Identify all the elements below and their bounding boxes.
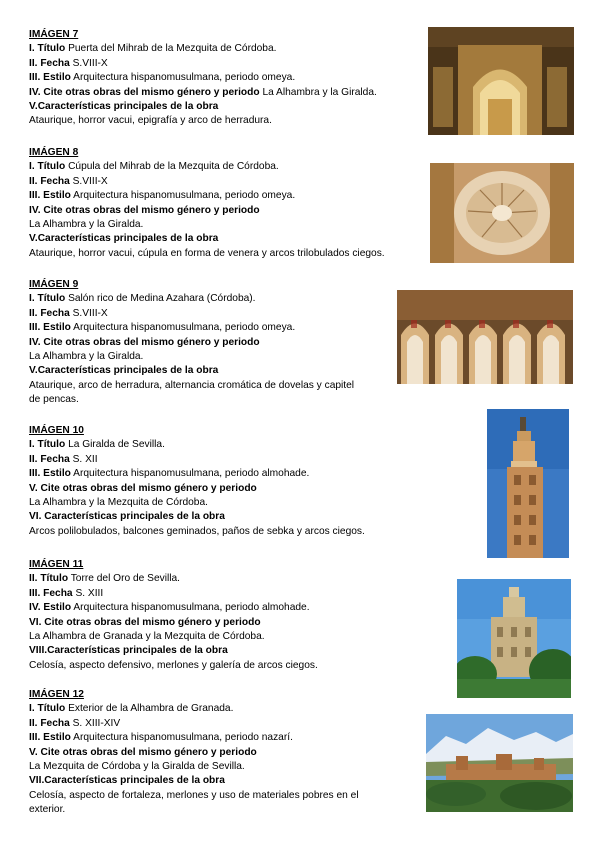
other-works-text: La Alhambra y la Giralda. bbox=[29, 219, 144, 231]
characteristics-label: V.Características principales de la obra bbox=[29, 101, 219, 113]
mihrab-door-photo bbox=[428, 27, 574, 135]
other-works-label: VI. Cite otras obras del mismo género y periodo bbox=[29, 616, 261, 628]
section-imagen-8 bbox=[29, 146, 385, 261]
style-line: III. Estilo Arquitectura hispanomusulmana, periodo almohade. bbox=[29, 468, 310, 480]
salon-rico-photo bbox=[397, 290, 573, 384]
other-works-label: IV. Cite otras obras del mismo género y periodo bbox=[29, 204, 260, 216]
characteristics-text-cont: de pencas. bbox=[29, 394, 79, 406]
other-works-label: IV. Cite otras obras del mismo género y periodo bbox=[29, 336, 260, 348]
date-line: II. Fecha S.VIII-X bbox=[29, 307, 108, 319]
style-line: III. Estilo Arquitectura hispanomusulmana, periodo omeya. bbox=[29, 72, 296, 84]
other-works-label: V. Cite otras obras del mismo género y periodo bbox=[29, 746, 257, 758]
date-line: II. Fecha S. XIII-XIV bbox=[29, 717, 121, 729]
torre-del-oro-photo bbox=[457, 579, 571, 698]
date-line: II. Fecha S. XII bbox=[29, 453, 98, 465]
style-line: IV. Estilo Arquitectura hispanomusulmana, periodo almohade. bbox=[29, 602, 310, 614]
characteristics-text: Celosía, aspecto defensivo, merlones y galería de arcos ciegos. bbox=[29, 659, 318, 671]
characteristics-label: V.Características principales de la obra bbox=[29, 233, 219, 245]
title-line: I. Título La Giralda de Sevilla. bbox=[29, 439, 165, 451]
section-imagen-12 bbox=[29, 688, 359, 818]
title-line: I. Título Cúpula del Mihrab de la Mezquita de Córdoba. bbox=[29, 161, 279, 173]
section-imagen-9 bbox=[29, 278, 354, 408]
section-imagen-7 bbox=[29, 28, 377, 129]
style-line: III. Estilo Arquitectura hispanomusulmana, periodo nazarí. bbox=[29, 732, 293, 744]
date-line: II. Fecha S.VIII-X bbox=[29, 57, 108, 69]
section-imagen-10 bbox=[29, 424, 365, 539]
section-heading: IMÁGEN 11 bbox=[29, 559, 84, 570]
characteristics-text: Ataurique, horror vacui, cúpula en forma de venera y arcos trilobulados ciegos. bbox=[29, 247, 385, 259]
characteristics-text-cont: exterior. bbox=[29, 804, 66, 816]
section-imagen-11 bbox=[29, 558, 318, 673]
date-line: II. Fecha S.VIII-X bbox=[29, 175, 108, 187]
other-works-text: La Alhambra y la Giralda. bbox=[29, 351, 144, 363]
title-line: II. Título Torre del Oro de Sevilla. bbox=[29, 573, 180, 585]
section-heading: IMÁGEN 12 bbox=[29, 689, 84, 700]
characteristics-text: Arcos polilobulados, balcones geminados, paños de sebka y arcos ciegos. bbox=[29, 525, 365, 537]
other-works-text: La Alhambra de Granada y la Mezquita de Córdoba. bbox=[29, 631, 265, 643]
characteristics-label: VI. Características principales de la obra bbox=[29, 511, 225, 523]
characteristics-text: Ataurique, arco de herradura, alternancia cromática de dovelas y capitel bbox=[29, 379, 355, 391]
characteristics-label: VIII.Características principales de la obra bbox=[29, 645, 228, 657]
characteristics-label: V.Características principales de la obra bbox=[29, 365, 219, 377]
other-works-label: V. Cite otras obras del mismo género y periodo bbox=[29, 482, 257, 494]
other-works-line: IV. Cite otras obras del mismo género y periodo La Alhambra y la Giralda. bbox=[29, 86, 377, 98]
title-line: I. Título Exterior de la Alhambra de Granada. bbox=[29, 703, 234, 715]
section-heading: IMÁGEN 9 bbox=[29, 279, 79, 290]
giralda-photo bbox=[487, 409, 569, 558]
characteristics-text: Ataurique, horror vacui, epigrafía y arco de herradura. bbox=[29, 115, 272, 127]
other-works-text: La Alhambra y la Mezquita de Córdoba. bbox=[29, 497, 208, 509]
date-line: III. Fecha S. XIII bbox=[29, 587, 104, 599]
mihrab-dome-photo bbox=[430, 163, 574, 263]
other-works-text: La Mezquita de Córdoba y la Giralda de Sevilla. bbox=[29, 761, 245, 773]
section-heading: IMÁGEN 8 bbox=[29, 147, 79, 158]
style-line: III. Estilo Arquitectura hispanomusulmana, periodo omeya. bbox=[29, 190, 296, 202]
alhambra-photo bbox=[426, 714, 573, 812]
section-heading: IMÁGEN 7 bbox=[29, 29, 79, 40]
title-line: I. Título Salón rico de Medina Azahara (Córdoba). bbox=[29, 293, 256, 305]
section-heading: IMÁGEN 10 bbox=[29, 425, 84, 436]
title-line: I. Título Puerta del Mihrab de la Mezquita de Córdoba. bbox=[29, 43, 277, 55]
characteristics-label: VII.Características principales de la obra bbox=[29, 775, 225, 787]
characteristics-text: Celosía, aspecto de fortaleza, merlones y uso de materiales pobres en el bbox=[29, 789, 359, 801]
style-line: III. Estilo Arquitectura hispanomusulmana, periodo omeya. bbox=[29, 322, 296, 334]
